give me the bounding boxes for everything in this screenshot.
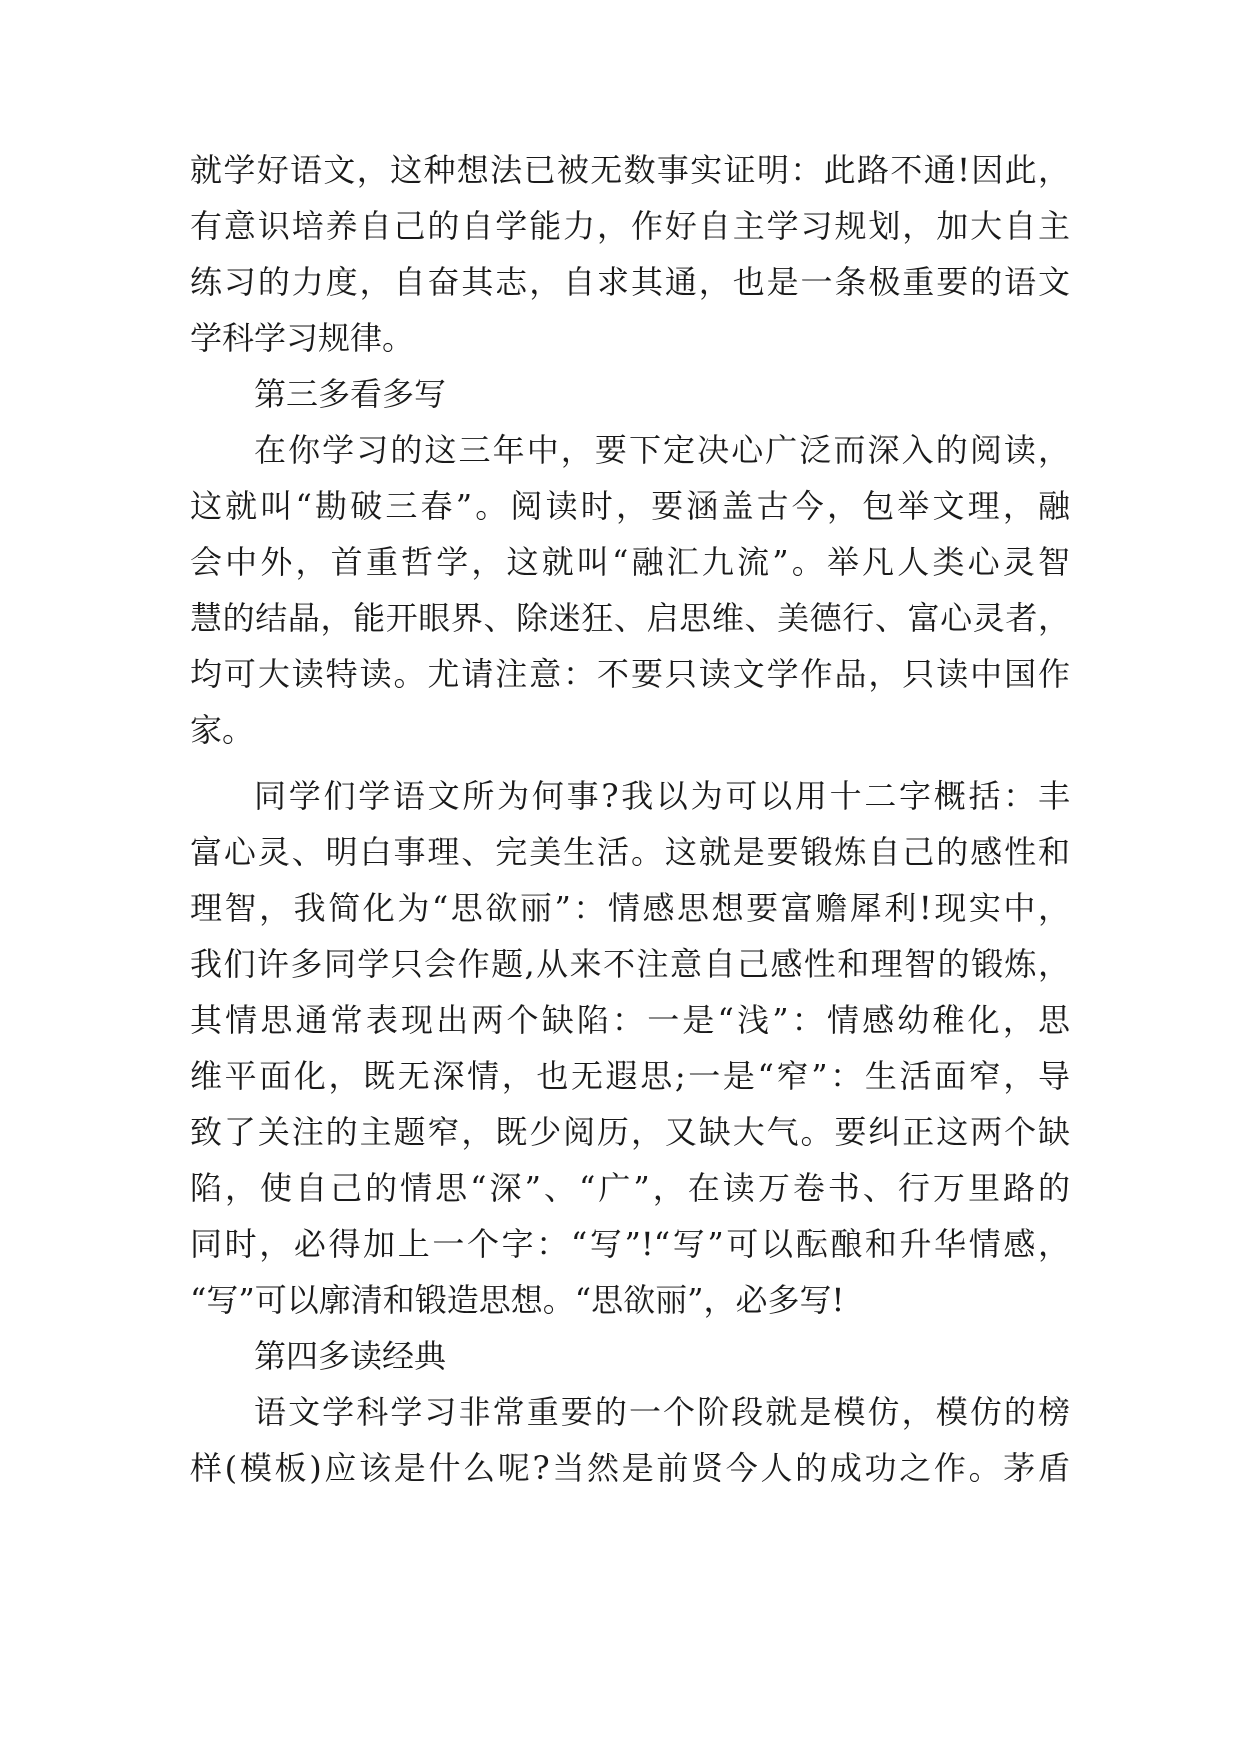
text-line: 理智，我简化为“思欲丽”：情感思想要富赡犀利!现实中， [190, 889, 1070, 927]
text-line: 这就叫“勘破三春”。阅读时，要涵盖古今，包举文理，融 [190, 487, 1070, 525]
text-line: 同时，必得加上一个字：“写”!“写”可以酝酿和升华情感， [190, 1225, 1070, 1263]
section-heading: 第四多读经典 [254, 1337, 447, 1375]
text-line: 我们许多同学只会作题,从来不注意自己感性和理智的锻炼， [190, 945, 1070, 983]
section-heading: 第三多看多写 [254, 375, 447, 413]
text-line: 样(模板)应该是什么呢?当然是前贤今人的成功之作。茅盾 [190, 1449, 1070, 1487]
text-line: 在你学习的这三年中，要下定决心广泛而深入的阅读， [254, 431, 1070, 469]
text-line: 有意识培养自己的自学能力，作好自主学习规划，加大自主 [190, 207, 1070, 245]
text-line: 会中外，首重哲学，这就叫“融汇九流”。举凡人类心灵智 [190, 543, 1070, 581]
text-line: 致了关注的主题窄，既少阅历，又缺大气。要纠正这两个缺 [190, 1113, 1070, 1151]
text-line: 家。 [190, 711, 255, 749]
text-line: 练习的力度，自奋其志，自求其通，也是一条极重要的语文 [190, 263, 1070, 301]
text-line: 语文学科学习非常重要的一个阶段就是模仿，模仿的榜 [254, 1393, 1070, 1431]
text-line: 维平面化，既无深情，也无遐思;一是“窄”：生活面窄，导 [190, 1057, 1070, 1095]
text-line: 其情思通常表现出两个缺陷：一是“浅”：情感幼稚化，思 [190, 1001, 1070, 1039]
text-line: 陷，使自己的情思“深”、“广”，在读万卷书、行万里路的 [190, 1169, 1070, 1207]
text-line: 均可大读特读。尤请注意：不要只读文学作品，只读中国作 [190, 655, 1070, 693]
text-line: 同学们学语文所为何事?我以为可以用十二字概括：丰 [254, 777, 1070, 815]
text-line: “写”可以廓清和锻造思想。“思欲丽”，必多写! [190, 1281, 845, 1319]
text-line: 慧的结晶，能开眼界、除迷狂、启思维、美德行、富心灵者， [190, 599, 1070, 637]
text-line: 学科学习规律。 [190, 319, 415, 357]
text-line: 就学好语文，这种想法已被无数事实证明：此路不通!因此， [190, 151, 1070, 189]
text-line: 富心灵、明白事理、完美生活。这就是要锻炼自己的感性和 [190, 833, 1070, 871]
